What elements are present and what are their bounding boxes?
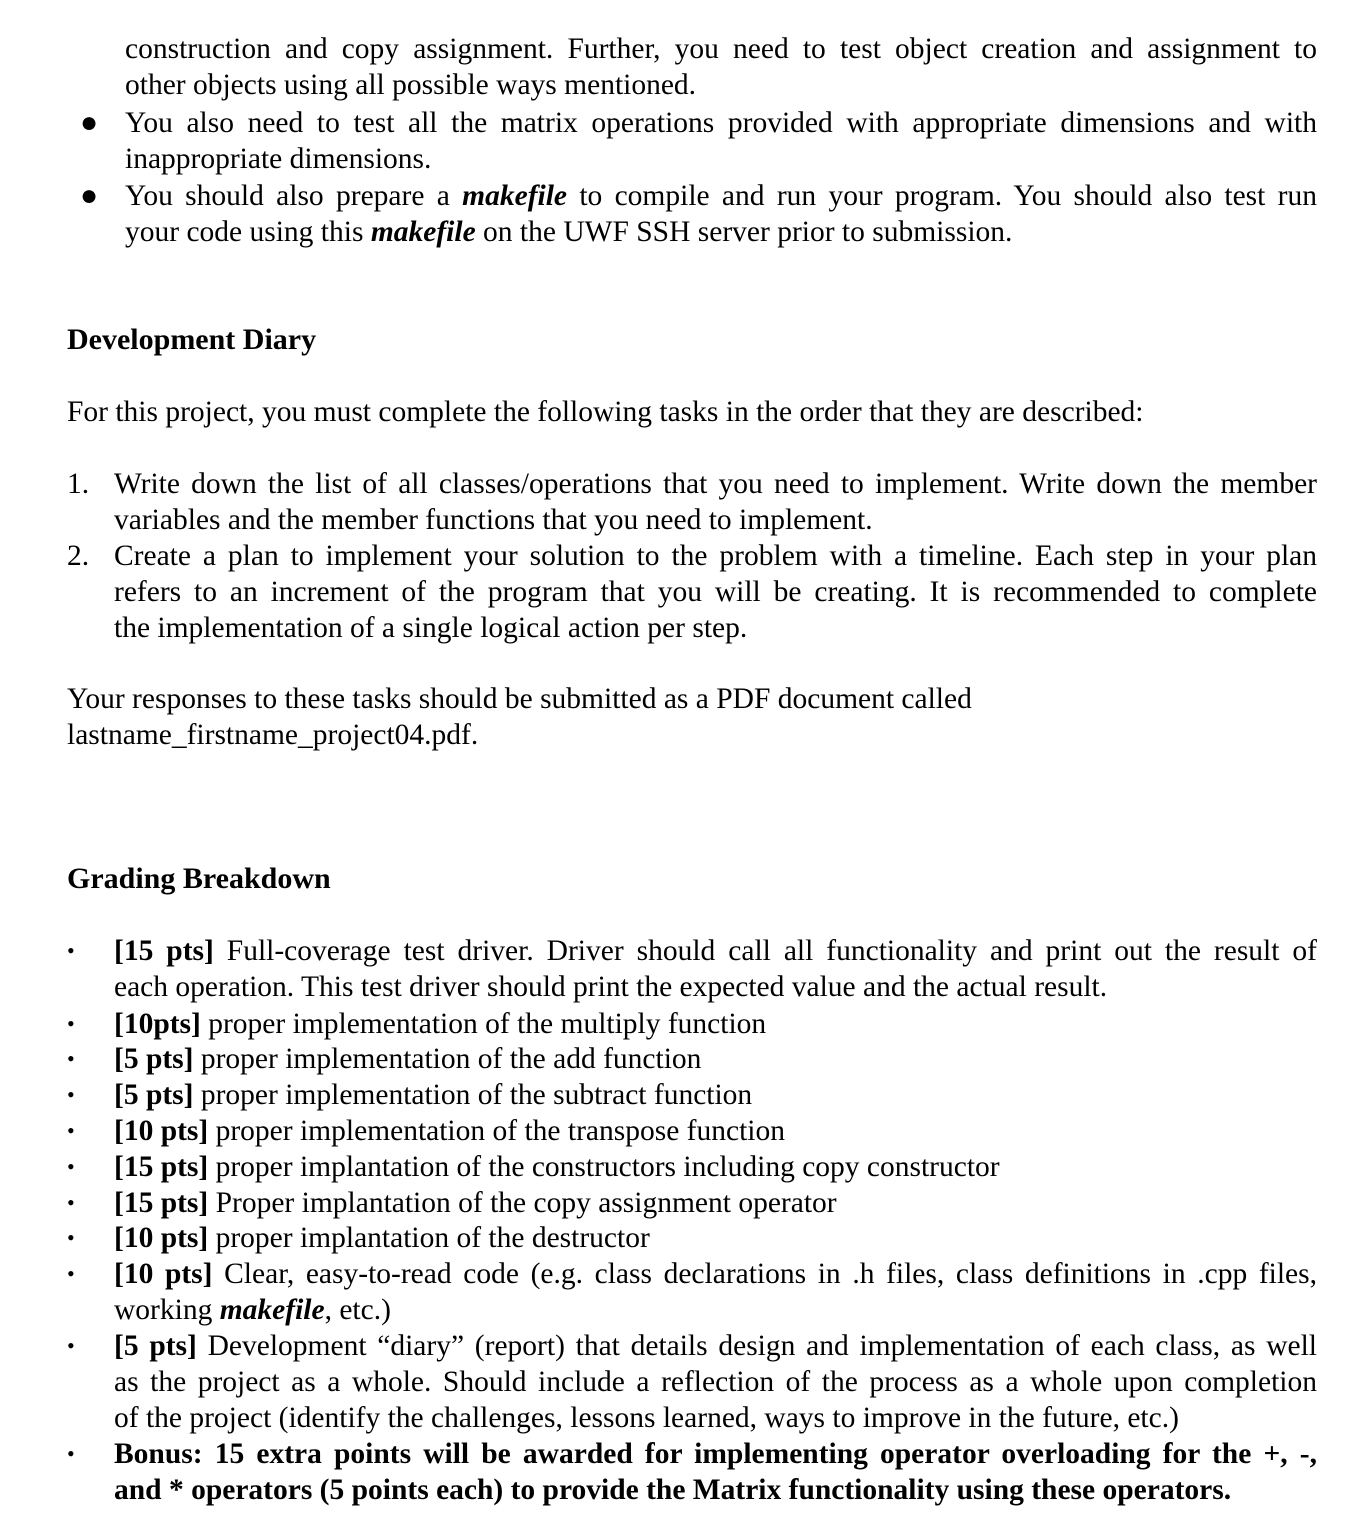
task-line: Write down the list of all classes/operations that you need to implement. Write down the member	[114, 468, 1317, 500]
grading-line: as the project as a whole. Should include a reflection of the process as a whole upon completion	[114, 1366, 1317, 1398]
makefile-line-2	[125, 214, 1317, 250]
task-line: the implementation of a single logical action per step.	[114, 612, 748, 644]
grading-line: each operation. This test driver should print the expected value and the actual result.	[114, 971, 1108, 1003]
list-item-matrix-ops	[125, 105, 1317, 177]
bullet-icon: •	[67, 1118, 75, 1143]
task-line: Create a plan to implement your solution to the problem with a timeline. Each step in your plan	[114, 540, 1317, 572]
grading-text: proper implementation of the transpose function	[208, 1115, 785, 1147]
points-label: [10pts]	[114, 1008, 201, 1040]
bullet-icon: •	[67, 1190, 75, 1215]
grading-item	[114, 1220, 650, 1256]
points-label: [15 pts]	[114, 1187, 209, 1219]
submission-note	[67, 681, 972, 753]
grading-line	[114, 1328, 1317, 1364]
grading-text: proper implementation of the subtract function	[193, 1079, 753, 1111]
task-item	[114, 538, 1317, 646]
grading-item	[114, 933, 1317, 1005]
task-number: 1.	[67, 468, 90, 500]
points-label: [5 pts]	[114, 1330, 197, 1362]
grading-text: proper implantation of the constructors including copy constructor	[208, 1151, 1000, 1183]
submission-filename: lastname_firstname_project04.pdf.	[67, 719, 479, 751]
grading-text: , etc.)	[324, 1294, 391, 1326]
grading-text: Full-coverage test driver. Driver should call all functionality and print out the result of	[213, 935, 1317, 967]
bullet-icon: •	[67, 1154, 75, 1179]
grading-text: proper implementation of the multiply function	[200, 1008, 767, 1040]
makefile-text-c: on the UWF SSH server prior to submission.	[475, 216, 1013, 248]
bullet-icon: •	[67, 1011, 75, 1036]
makefile-term: makefile	[219, 1294, 325, 1326]
grading-text: working	[114, 1294, 220, 1326]
grading-item	[114, 1113, 785, 1149]
grading-text: proper implementation of the add function	[193, 1043, 702, 1075]
points-label: [10 pts]	[114, 1222, 209, 1254]
bullet-icon: ●	[80, 179, 99, 212]
bonus-line: Bonus: 15 extra points will be awarded for implementing operator overloading for the +, -,	[114, 1438, 1317, 1470]
bullet-icon: •	[67, 1082, 75, 1107]
matrix-ops-line-1: You also need to test all the matrix operations provided with appropriate dimensions and with	[125, 107, 1317, 139]
grading-line	[114, 1292, 1317, 1328]
points-label: [5 pts]	[114, 1079, 194, 1111]
grading-line	[114, 933, 1317, 969]
points-label: [15 pts]	[114, 1151, 209, 1183]
grading-line: of the project (identify the challenges, lessons learned, ways to improve in the future, etc.)	[114, 1402, 1179, 1434]
points-label: [10 pts]	[114, 1115, 209, 1147]
grading-text: Development “diary” (report) that details design and implementation of each class, as well	[196, 1330, 1317, 1362]
continuation-line-2: other objects using all possible ways mentioned.	[125, 69, 697, 101]
makefile-text-a: your code using this	[125, 216, 371, 248]
task-line: variables and the member functions that you need to implement.	[114, 504, 873, 536]
grading-item	[114, 1328, 1317, 1436]
makefile-text-a: You should also prepare a	[125, 180, 463, 212]
dev-diary-intro: For this project, you must complete the following tasks in the order that they are described:	[67, 396, 1144, 428]
grading-text: Clear, easy-to-read code (e.g. class declarations in .h files, class definitions in .cpp files,	[212, 1258, 1318, 1290]
makefile-term: makefile	[462, 180, 568, 212]
submission-line-1: Your responses to these tasks should be submitted as a PDF document called	[67, 683, 972, 715]
points-label: [5 pts]	[114, 1043, 194, 1075]
matrix-ops-line-2: inappropriate dimensions.	[125, 143, 432, 175]
continuation-line-1: construction and copy assignment. Further, you need to test object creation and assignment to	[125, 33, 1317, 65]
grading-line	[114, 1256, 1317, 1292]
points-label: [10 pts]	[114, 1258, 213, 1290]
grading-item	[114, 1077, 752, 1113]
bonus-line: and * operators (5 points each) to provide the Matrix functionality using these operators.	[114, 1474, 1232, 1506]
task-item	[114, 466, 1317, 538]
list-item-makefile	[125, 178, 1317, 250]
makefile-term: makefile	[370, 216, 476, 248]
grading-item-bonus	[114, 1436, 1317, 1508]
points-label: [15 pts]	[114, 935, 214, 967]
grading-item	[114, 1006, 766, 1042]
makefile-line-1	[125, 178, 1317, 214]
grading-text: proper implantation of the destructor	[208, 1222, 650, 1254]
bullet-icon: •	[67, 1333, 75, 1358]
makefile-text-c: to compile and run your program. You should also test run	[567, 180, 1317, 212]
grading-item	[114, 1149, 1000, 1185]
list-item-continuation	[125, 31, 1317, 103]
grading-item	[114, 1185, 837, 1221]
task-line: refers to an increment of the program that you will be creating. It is recommended to complete	[114, 576, 1317, 608]
bullet-icon: •	[67, 1441, 75, 1466]
bullet-icon: •	[67, 1261, 75, 1286]
grading-text: Proper implantation of the copy assignment operator	[208, 1187, 837, 1219]
bullet-icon: •	[67, 1046, 75, 1071]
bullet-icon: •	[67, 1225, 75, 1250]
grading-item	[114, 1256, 1317, 1328]
section-heading-grading-breakdown: Grading Breakdown	[67, 862, 331, 895]
grading-item	[114, 1041, 701, 1077]
bullet-icon: ●	[80, 106, 99, 139]
section-heading-development-diary: Development Diary	[67, 323, 317, 356]
task-number: 2.	[67, 540, 90, 572]
bullet-icon: •	[67, 938, 75, 963]
